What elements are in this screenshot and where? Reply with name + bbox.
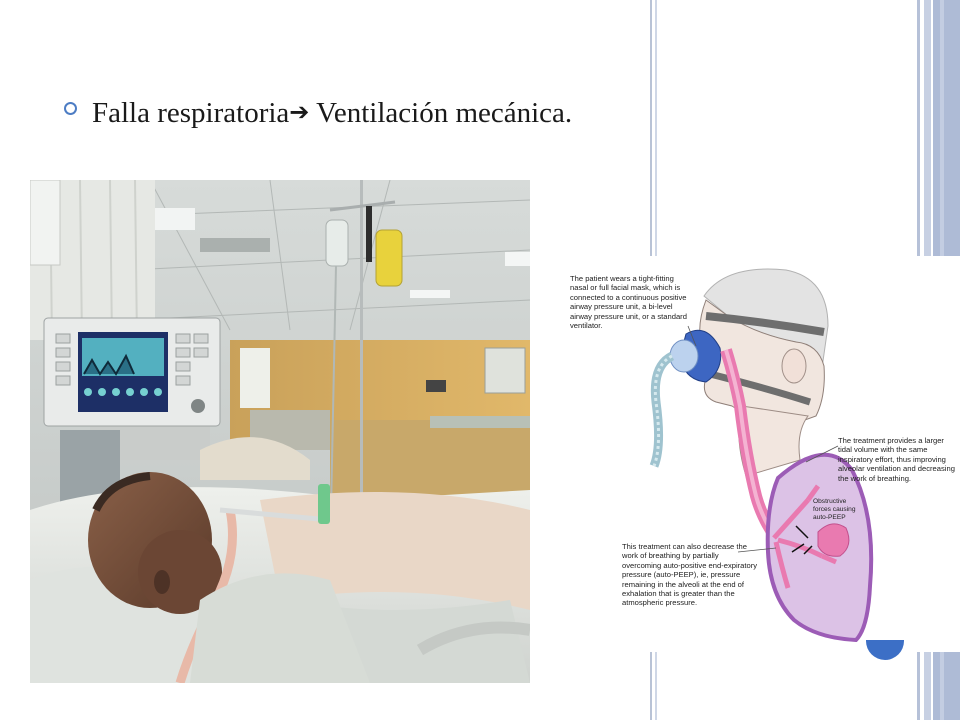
bullet-text-part2: Ventilación mecánica. [309, 97, 573, 129]
slide-number-badge [866, 640, 904, 660]
arrow-right-icon: ➔ [289, 98, 310, 126]
bullet-circle-icon [64, 102, 77, 115]
diagram-caption-obstructive: Obstructive forces causing auto-PEEP [813, 498, 856, 521]
diagram-caption-autopeep: This treatment can also decrease the work of breathing by partially overcoming auto-positive end-expiratory pressure (auto-PEEP), ie, pressure remaining in the alveoli at the end of exhalation that is greater than the atmospheric pressure. [622, 542, 758, 608]
niv-diagram [556, 256, 960, 652]
bullet-item [64, 92, 584, 133]
diagram-caption-treatment: The treatment provides a larger tidal volume with the same inspiratory effort, thus improving alveolar ventilation and decreasing the work of breathing. [838, 436, 955, 483]
icu-photo [30, 180, 530, 683]
diagram-caption-mask: The patient wears a tight-fitting nasal or full facial mask, which is connected to a continuous positive airway pressure unit, a bi-level airway pressure unit, or a standard ventilator. [570, 274, 687, 331]
bullet-text [92, 92, 584, 133]
bullet-text-part1: Falla respiratoria [92, 97, 290, 129]
